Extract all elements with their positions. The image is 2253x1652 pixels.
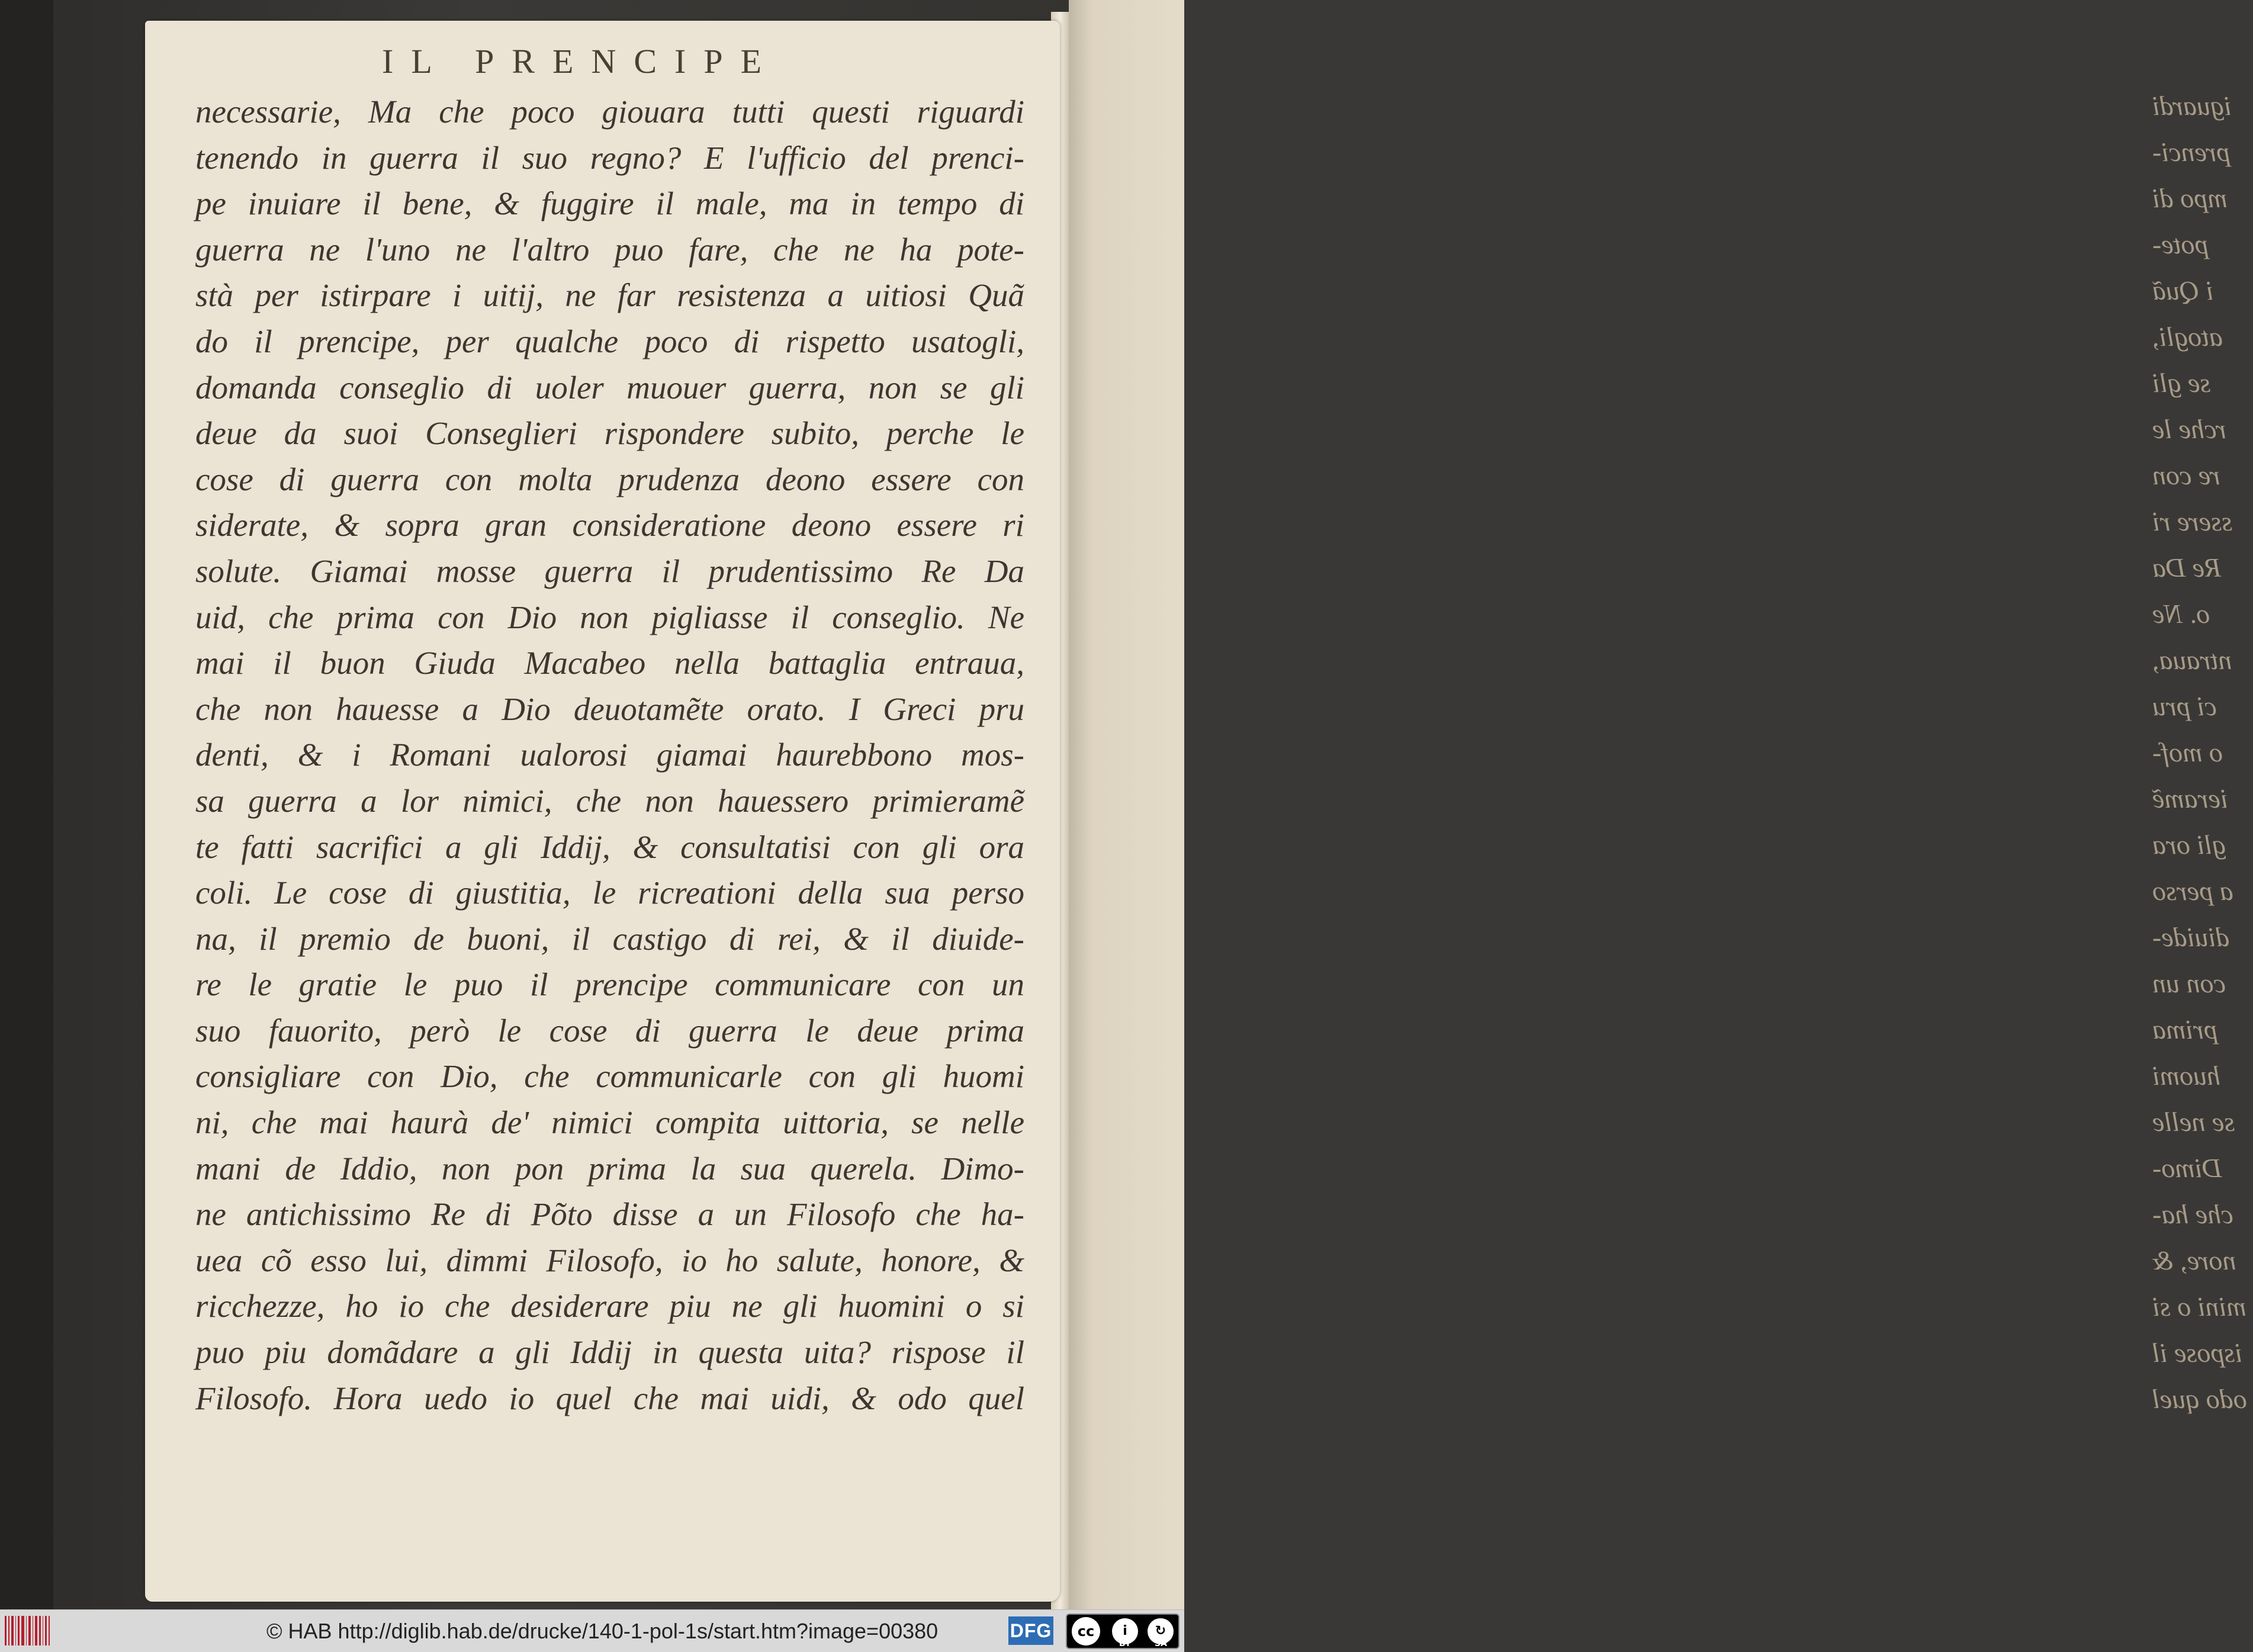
text-line: mani de Iddio, non pon prima la sua querela. Dimo-	[195, 1150, 1024, 1187]
cc-icon: cc	[1072, 1617, 1100, 1645]
facing-page-bleed-text	[2146, 83, 2253, 1422]
text-line: pe inuiare il bene, & fuggire il male, ma in tempo di	[195, 185, 1024, 222]
text-line: solute. Giamai mosse guerra il prudentissimo Re Da	[195, 552, 1024, 589]
bleed-line: diuide-	[2152, 922, 2230, 952]
text-line: guerra ne l'uno ne l'altro puo fare, che ne ha pote-	[195, 231, 1024, 268]
text-line: suo fauorito, però le cose di guerra le deue prima	[195, 1012, 1024, 1049]
hab-barcode-logo	[5, 1616, 50, 1645]
text-line: cose di guerra con molta prudenza deono essere con	[195, 461, 1024, 497]
text-line: puo piu domãdare a gli Iddij in questa uita? rispose il	[195, 1334, 1024, 1371]
bleed-line: nore, &	[2152, 1245, 2236, 1275]
page-body-text	[195, 89, 1024, 1421]
bleed-line: o mof-	[2152, 737, 2223, 767]
text-line: necessarie, Ma che poco giouara tutti questi riguardi	[195, 94, 1024, 130]
share-alike-icon: ↻	[1148, 1618, 1174, 1644]
text-line: ricchezze, ho io che desiderare piu ne gli huomini o si	[195, 1288, 1024, 1325]
facing-page	[1069, 0, 2247, 1609]
cc-by-sa-license-badge[interactable]	[1066, 1614, 1179, 1649]
text-line: tenendo in guerra il suo regno? E l'ufficio del prenci-	[195, 139, 1024, 176]
by-label: BY	[1119, 1639, 1132, 1648]
text-line: denti, & i Romani ualorosi giamai haurebbono mos-	[195, 737, 1024, 773]
bleed-line: prenci-	[2152, 137, 2230, 167]
text-line: te fatti sacrifici a gli Iddij, & consultatisi con gli ora	[195, 828, 1024, 865]
text-line: stà per istirpare i uitij, ne far resistenza a uitiosi Quã	[195, 277, 1024, 314]
bleed-line: huomi	[2152, 1060, 2220, 1091]
bleed-line: rche le	[2152, 414, 2226, 444]
bleed-line: atogli,	[2152, 322, 2223, 352]
sa-label: SA	[1155, 1639, 1167, 1648]
bleed-line: ntraua,	[2152, 645, 2232, 675]
text-line: na, il premio de buoni, il castigo di rei, & il diuide-	[195, 920, 1024, 957]
attribution-icon: i	[1112, 1618, 1138, 1644]
text-line: ne antichissimo Re di Põto disse a un Filosofo che ha-	[195, 1196, 1024, 1233]
text-line: che non hauesse a Dio deuotamẽte orato. I Greci pru	[195, 690, 1024, 727]
bleed-line: i Quã	[2152, 275, 2214, 306]
running-head: IL PRENCIPE	[382, 42, 780, 81]
text-line: uid, che prima con Dio non pigliasse il conseglio. Ne	[195, 599, 1024, 635]
text-line: domanda conseglio di uoler muouer guerra, non se gli	[195, 369, 1024, 406]
bleed-line: con un	[2152, 968, 2226, 998]
text-line: deue da suoi Conseglieri rispondere subito, perche le	[195, 415, 1024, 452]
source-url-caption[interactable]: © HAB http://diglib.hab.de/drucke/140-1-pol-1s/start.htm?image=00380	[266, 1619, 939, 1643]
bleed-line: a perso	[2152, 876, 2233, 906]
bleed-line: ieramẽ	[2152, 783, 2228, 814]
bleed-line: ispose il	[2152, 1338, 2243, 1368]
bleed-line: iguardi	[2152, 91, 2232, 121]
bleed-line: ssere ri	[2152, 506, 2233, 536]
text-line: do il prencipe, per qualche poco di rispetto usatogli,	[195, 323, 1024, 359]
bleed-line: che ha-	[2152, 1199, 2233, 1229]
bleed-line: re con	[2152, 460, 2220, 490]
text-line: ni, che mai haurà de' nimici compita uittoria, se nelle	[195, 1104, 1024, 1141]
bleed-line: gli ora	[2152, 830, 2226, 860]
text-line: consigliare con Dio, che communicarle con gli huomi	[195, 1058, 1024, 1095]
bleed-line: mpo di	[2152, 183, 2228, 213]
text-line: sa guerra a lor nimici, che non hauessero primieramẽ	[195, 782, 1024, 819]
bleed-line: mini o si	[2152, 1291, 2246, 1322]
bleed-line: prima	[2152, 1014, 2217, 1044]
bleed-line: odo quel	[2152, 1384, 2247, 1414]
text-line: coli. Le cose di giustitia, le ricreationi della sua perso	[195, 875, 1024, 911]
book-cover-edge	[0, 0, 53, 1609]
text-line: mai il buon Giuda Macabeo nella battaglia entraua,	[195, 645, 1024, 682]
text-line: Filosofo. Hora uedo io quel che mai uidi, & odo quel	[195, 1380, 1024, 1416]
viewer-footer	[0, 1609, 1184, 1652]
dfg-logo[interactable]: DFG	[1008, 1616, 1053, 1645]
bleed-line: ci pru	[2152, 691, 2217, 721]
bleed-line: Dimo-	[2152, 1153, 2222, 1183]
text-line: siderate, & sopra gran consideratione deono essere ri	[195, 507, 1024, 544]
bleed-line: o. Ne	[2152, 599, 2210, 629]
text-line: uea cõ esso lui, dimmi Filosofo, io ho salute, honore, &	[195, 1242, 1024, 1278]
bleed-line: se nelle	[2152, 1107, 2235, 1137]
text-line: re le gratie le puo il prencipe communicare con un	[195, 966, 1024, 1003]
bleed-line: pote-	[2152, 229, 2209, 259]
bleed-line: Re Da	[2152, 552, 2222, 583]
bleed-line: se gli	[2152, 368, 2211, 398]
